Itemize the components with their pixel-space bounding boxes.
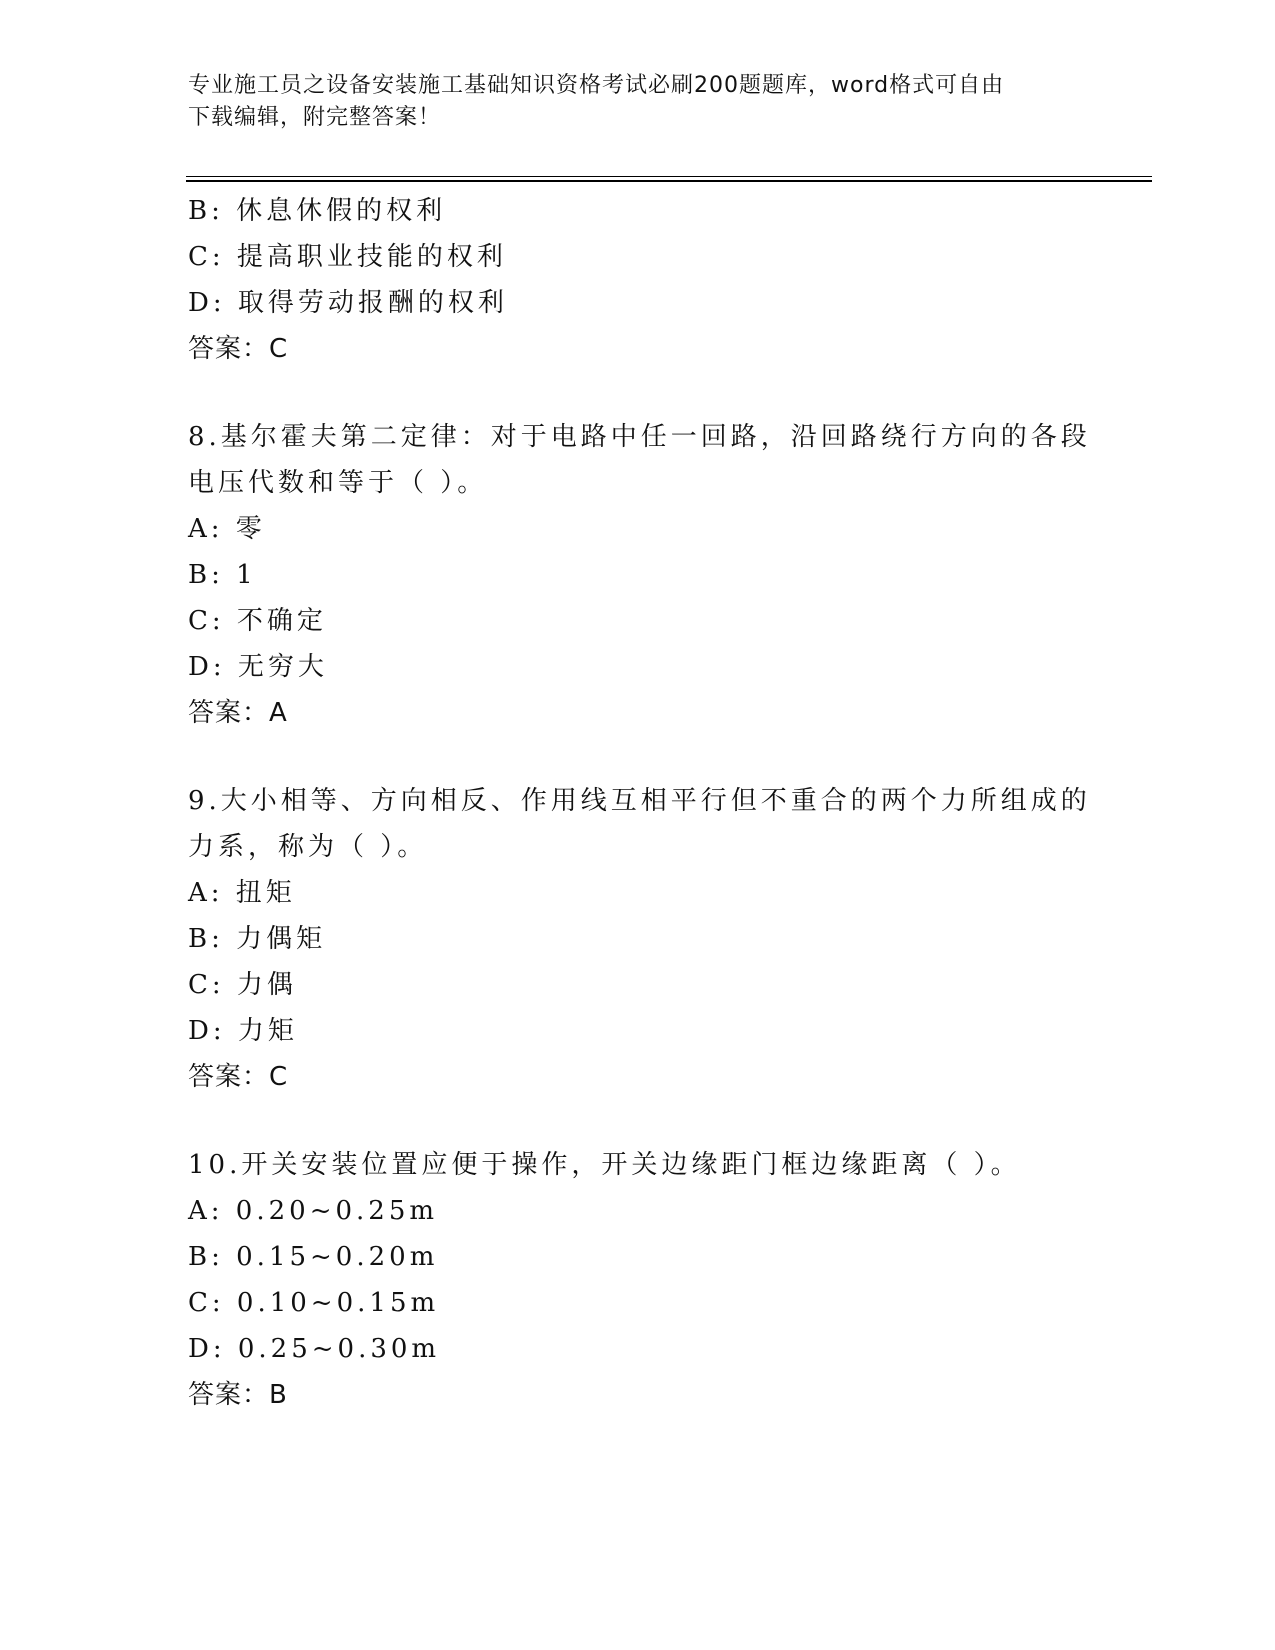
question-7 [188,188,1088,372]
answer-line: 答案：A [188,698,288,728]
option-b: B: 0.15~0.20m [188,1242,439,1272]
option-a: A: 零 [188,514,266,544]
option-d: D: 力矩 [188,1016,298,1046]
option-c: C: 0.10~0.15m [188,1288,440,1318]
header-divider-thick [186,180,1152,182]
option-b: B: 1 [188,560,257,590]
question-stem-continued: 电压代数和等于（ ）。 [188,468,488,498]
question-stem: 10.开关安装位置应便于操作，开关边缘距门框边缘距离（ ）。 [188,1150,1021,1180]
option-c: C: 提高职业技能的权利 [188,242,507,272]
spacer [188,736,1088,778]
question-stem: 8.基尔霍夫第二定律：对于电路中任一回路，沿回路绕行方向的各段 [188,422,1091,452]
option-b: B: 休息休假的权利 [188,196,447,226]
question-10 [188,1142,1088,1418]
spacer [188,1100,1088,1142]
question-9 [188,778,1091,1100]
option-b: B: 力偶矩 [188,924,327,954]
spacer [188,372,1088,414]
option-c: C: 力偶 [188,970,297,1000]
option-a: A: 0.20~0.25m [188,1196,439,1226]
document-header [188,70,1088,134]
answer-line: 答案：C [188,1062,289,1092]
header-line-1: 专业施工员之设备安装施工基础知识资格考试必刷200题题库，word格式可自由 [188,73,1005,98]
option-a: A: 扭矩 [188,878,296,908]
option-d: D: 无穷大 [188,652,328,682]
header-divider-thin [186,176,1152,177]
question-list [188,188,1091,1418]
option-d: D: 0.25~0.30m [188,1334,441,1364]
answer-line: 答案：C [188,334,289,364]
answer-line: 答案：B [188,1380,288,1410]
option-d: D: 取得劳动报酬的权利 [188,288,508,318]
header-line-2: 下载编辑，附完整答案！ [188,105,442,130]
option-c: C: 不确定 [188,606,327,636]
question-stem: 9.大小相等、方向相反、作用线互相平行但不重合的两个力所组成的 [188,786,1091,816]
question-8 [188,414,1091,736]
question-stem-continued: 力系，称为（ ）。 [188,832,428,862]
